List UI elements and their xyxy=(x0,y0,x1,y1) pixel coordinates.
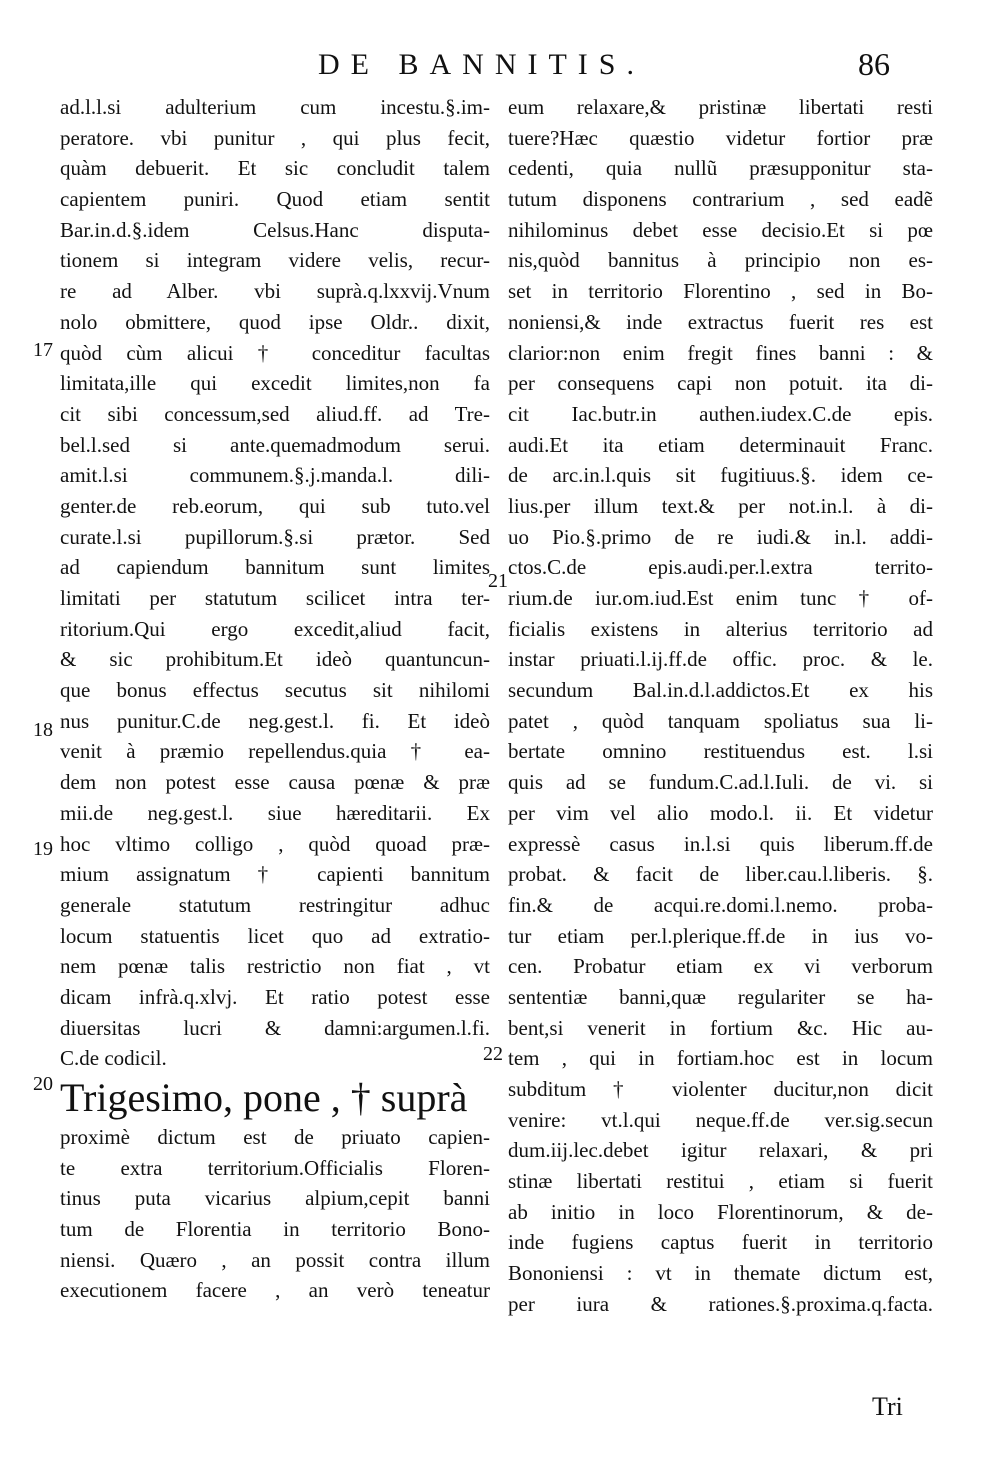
text-line: tinus puta vicarius alpium,cepit banni xyxy=(60,1186,490,1211)
text-line: capientem puniri. Quod etiam sentit xyxy=(60,187,490,212)
text-line: diuersitas lucri & damni:argumen.l.fi. xyxy=(60,1015,490,1040)
text-line: bel.l.sed si ante.quemadmodum serui. xyxy=(60,432,490,457)
text-line: tionem si integram videre velis, recur- xyxy=(60,248,490,273)
text-line: ab initio in loco Florentinorum, & de- xyxy=(508,1199,933,1224)
right-column xyxy=(508,92,933,1320)
text-line: que bonus effectus secutus sit nihilomi xyxy=(60,678,490,703)
text-line: per vim vel alio modo.l. ii. Et videtur xyxy=(508,800,933,825)
margin-number: 21 xyxy=(488,570,508,592)
text-line: subditum † violenter ducitur,non dicit xyxy=(508,1077,933,1101)
text-line: uo Pio.§.primo de re iudi.& in.l. addi- xyxy=(508,524,933,549)
text-line: locum statuentis licet quo ad extratio- xyxy=(60,923,490,948)
text-line: per consequens capi non potuit. ita di- xyxy=(508,371,933,396)
text-line: dicam infrà.q.xlvj. Et ratio potest esse xyxy=(60,984,490,1009)
text-line: rium.de iur.om.iud.Est enim tunc † of- xyxy=(508,586,933,610)
text-line: executionem facere , an verò teneatur xyxy=(60,1278,490,1303)
text-line: dem non potest esse causa pœnæ & præ xyxy=(60,770,490,795)
text-line: nihilominus debet esse decisio.Et si pœ xyxy=(508,217,933,242)
text-line: probat. & facit de liber.cau.l.liberis. §. xyxy=(508,862,933,887)
margin-number: 18 xyxy=(33,719,53,741)
text-line: generale statutum restringitur adhuc xyxy=(60,892,490,917)
text-line: ctos.C.de epis.audi.per.l.extra territo- xyxy=(508,555,933,580)
text-line: mii.de neg.gest.l. siue hæreditarii. Ex xyxy=(60,800,490,825)
text-line: per iura & rationes.§.proxima.q.facta. xyxy=(508,1291,933,1316)
text-line: re ad Alber. vbi suprà.q.lxxvij.Vnum xyxy=(60,279,490,304)
text-line: niensi. Quæro , an possit contra illum xyxy=(60,1247,490,1272)
text-line: hoc vltimo colligo , quòd quoad præ- xyxy=(60,831,490,856)
left-column xyxy=(60,92,490,1306)
text-line: Bononiensi : vt in themate dictum est, xyxy=(508,1261,933,1286)
catchword: Tri xyxy=(872,1392,903,1421)
text-line: cit sibi concessum,sed aliud.ff. ad Tre- xyxy=(60,401,490,426)
text-line: quòd cùm alicui † conceditur facultas xyxy=(60,340,490,365)
text-line: Trigesimo, pone , † suprà xyxy=(60,1075,468,1120)
text-line: venit à præmio repellendus.quia † ea- xyxy=(60,739,490,764)
margin-number: 22 xyxy=(483,1043,503,1065)
text-line: stinæ libertati restitui , etiam si fuerit xyxy=(508,1169,933,1194)
text-line: audi.Et ita etiam determinauit Franc. xyxy=(508,432,933,457)
text-line: ficialis existens in alterius territorio ad xyxy=(508,616,933,641)
text-line: ritorium.Qui ergo excedit,aliud facit, xyxy=(60,616,490,641)
text-line: expressè casus in.l.si quis liberum.ff.de xyxy=(508,831,933,856)
text-line: fin.& de acqui.re.domi.l.nemo. proba- xyxy=(508,892,933,917)
text-line: quis ad se fundum.C.ad.l.Iuli. de vi. si xyxy=(508,770,933,795)
text-line: tem , qui in fortiam.hoc est in locum xyxy=(508,1046,933,1071)
text-line: limitati per statutum scilicet intra ter- xyxy=(60,586,490,610)
text-line: Bar.in.d.§.idem Celsus.Hanc disputa- xyxy=(60,217,490,242)
text-line: nolo obmittere, quod ipse Oldr.. dixit, xyxy=(60,309,490,334)
text-line: & sic prohibitum.Et ideò quantuncun- xyxy=(60,647,490,672)
page-number: 86 xyxy=(858,46,890,82)
text-line: patet , quòd tanquam spoliatus sua li- xyxy=(508,708,933,733)
text-line: curate.l.si pupillorum.§.si prætor. Sed xyxy=(60,524,490,549)
text-line: limitata,ille qui excedit limites,non fa xyxy=(60,371,490,396)
text-line: cit Iac.butr.in authen.iudex.C.de epis. xyxy=(508,401,933,426)
text-line: bent,si venerit in fortium &c. Hic au- xyxy=(508,1015,933,1040)
text-line: noniensi,& inde extractus fuerit res est xyxy=(508,309,933,334)
text-line: tur etiam per.l.plerique.ff.de in ius vo- xyxy=(508,923,933,948)
text-line: quàm debuerit. Et sic concludit talem xyxy=(60,156,490,181)
text-line: C.de codicil. xyxy=(60,1046,167,1071)
text-line: nem pœnæ talis restrictio non fiat , vt xyxy=(60,954,490,979)
margin-number: 19 xyxy=(33,838,53,860)
text-line: inde fugiens captus fuerit in territorio xyxy=(508,1230,933,1255)
text-line: de arc.in.l.quis sit fugitiuus.§. idem ce- xyxy=(508,463,933,488)
margin-number: 17 xyxy=(33,339,53,361)
text-line: tutum disponens contrarium , sed eadẽ xyxy=(508,187,933,212)
text-line: cedenti, quia nullũ præsupponitur sta- xyxy=(508,156,933,181)
running-title: DE BANNITIS. xyxy=(318,48,645,81)
text-line: tum de Florentia in territorio Bono- xyxy=(60,1217,490,1242)
text-line: set in territorio Florentino , sed in Bo- xyxy=(508,279,933,304)
text-line: eum relaxare,& pristinæ libertati resti xyxy=(508,95,933,119)
text-line: ad capiendum bannitum sunt limites xyxy=(60,555,490,580)
text-line: instar priuati.l.ij.ff.de offic. proc. & le. xyxy=(508,647,933,672)
text-line: nis,quòd bannitus à principio non es- xyxy=(508,248,933,273)
text-line: clarior:non enim fregit fines banni : & xyxy=(508,340,933,365)
text-line: peratore. vbi punitur , qui plus fecit, xyxy=(60,125,490,150)
text-line: tuere?Hæc quæstio videtur fortior præ xyxy=(508,125,933,150)
text-line: mium assignatum † capienti bannitum xyxy=(60,862,490,887)
text-line: ad.l.l.si adulterium cum incestu.§.im- xyxy=(60,95,490,119)
text-line: te extra territorium.Officialis Floren- xyxy=(60,1155,490,1180)
text-line: amit.l.si communem.§.j.manda.l. dili- xyxy=(60,463,490,488)
text-line: proximè dictum est de priuato capien- xyxy=(60,1125,490,1149)
text-line: bertate omnino restituendus est. l.si xyxy=(508,739,933,764)
text-line: dum.iij.lec.debet igitur relaxari, & pri xyxy=(508,1138,933,1163)
text-line: nus punitur.C.de neg.gest.l. fi. Et ideò xyxy=(60,708,490,733)
text-line: sententiæ banni,quæ regulariter se ha- xyxy=(508,984,933,1009)
margin-number: 20 xyxy=(33,1073,53,1095)
text-line: genter.de reb.eorum, qui sub tuto.vel xyxy=(60,493,490,518)
text-line: cen. Probatur etiam ex vi verborum xyxy=(508,954,933,979)
text-line: secundum Bal.in.d.l.addictos.Et ex his xyxy=(508,678,933,703)
text-line: lius.per illum text.& per not.in.l. à di- xyxy=(508,493,933,518)
text-line: venire: vt.l.qui neque.ff.de ver.sig.secun xyxy=(508,1107,933,1132)
